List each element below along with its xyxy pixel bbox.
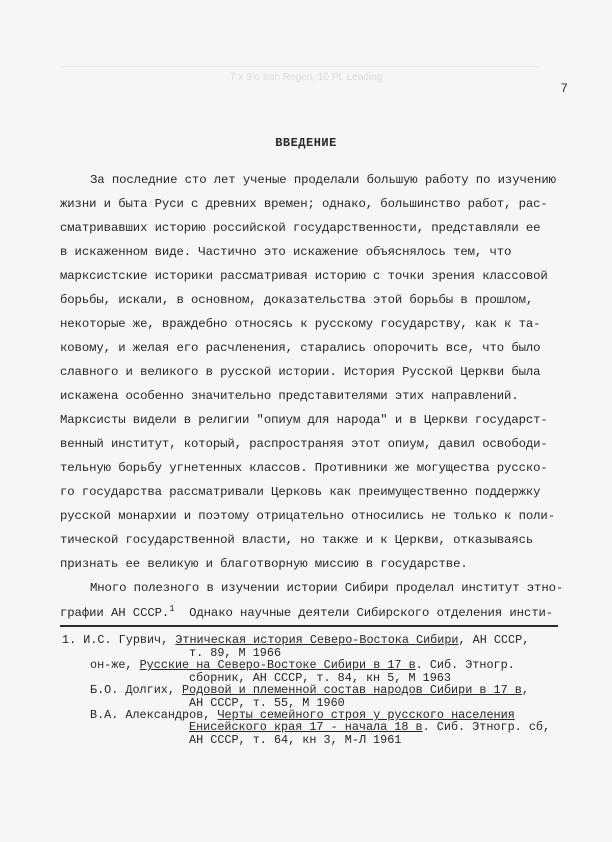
page-number: 7	[560, 81, 568, 96]
footnote-2	[90, 658, 515, 672]
footnote-publication: . Сиб. Этногр. сб,	[422, 720, 551, 734]
footnote-2-cont: сборник, АН СССР, т. 84, кн 5, М 1963	[189, 671, 451, 685]
body-line: жизни и быта Руси с древних времен; однако, большинство работ, рас-	[60, 197, 548, 211]
body-line-part: графии АН СССР.	[60, 606, 170, 621]
footnote-4-cont	[189, 720, 550, 734]
footnote-3	[90, 683, 529, 697]
footnote-author: Б.О. Долгих,	[90, 683, 175, 697]
body-line: искажена особенно значительно представителями этих направлений.	[60, 389, 519, 403]
body-line: русской монархии и поэтому отрицательно относились не только к поли-	[60, 509, 555, 523]
body-line: венный институт, который, распространяя этот опиум, давил освободи-	[60, 437, 548, 451]
footnote-3-cont: АН СССР, т. 55, М 1960	[189, 696, 345, 710]
footnote-author: он-же,	[90, 658, 133, 672]
body-line: Марксисты видели в религии "опиум для народа" и в Церкви государст-	[60, 413, 548, 427]
body-line: ковому, и желая его расчленения, старались опорочить все, что было	[60, 341, 541, 355]
body-line: тической государственной власти, но также и к Церкви, отказываясь	[60, 533, 534, 547]
body-line: некоторые же, враждебно относясь к русскому государству, как к та-	[60, 317, 541, 331]
body-line: сматривавших историю российской государственности, представляли ее	[60, 221, 541, 235]
footnote-work-title: Черты семейного строя у русского населения	[217, 708, 515, 722]
footnote-rule	[60, 625, 558, 627]
footnote-mark: 1	[169, 604, 175, 614]
page-title: ВВЕДЕНИЕ	[275, 136, 337, 150]
body-line: славного и великого в русской истории. История Русской Церкви была	[60, 365, 541, 379]
body-line: борьбы, искали, в основном, доказательства этой борьбы в прошлом,	[60, 293, 534, 307]
body-line-part: Однако научные деятели Сибирского отделения инсти-	[189, 606, 554, 621]
footnote-publication: , АН СССР,	[458, 633, 530, 647]
body-line: За последние сто лет ученые проделали большую работу по изучению	[90, 173, 556, 187]
body-line: тельную борьбу угнетенных классов. Противники же могущества русско-	[60, 461, 548, 475]
body-line	[60, 604, 553, 620]
footnote-work-title: Русские на Северо-Востоке Сибири в 17 в	[139, 658, 416, 672]
footnote-1	[62, 633, 529, 647]
footnote-1-cont: т. 89, М 1966	[189, 646, 282, 660]
footnote-4-cont2: АН СССР, т. 64, кн 3, М-Л 1961	[189, 733, 402, 747]
body-line: Много полезного в изучении истории Сибири проделал институт этно-	[90, 581, 564, 595]
footnote-author: В.А. Александров,	[90, 708, 211, 722]
footnote-publication: ,	[521, 683, 529, 697]
body-line: го государства рассматривали Церковь как преимущественно поддержку	[60, 485, 541, 499]
bleed-through-rule	[60, 66, 540, 69]
footnote-work-title: Родовой и племенной состав народов Сибири в 17 в	[182, 683, 522, 697]
footnote-work-title: Енисейского края 17 - начала 18 в	[189, 720, 423, 734]
footnote-publication: . Сиб. Этногр.	[415, 658, 515, 672]
bleed-through-text: 7 x 9¾ Iron Regen, 10 Pt. Leading	[230, 72, 383, 83]
footnote-author: И.С. Гурвич,	[83, 633, 169, 647]
body-line: в искаженном виде. Частично это искажение объяснялось тем, что	[60, 245, 512, 259]
footnote-work-title: Этническая история Северо-Востока Сибири	[175, 633, 459, 647]
footnote-number: 1.	[62, 633, 77, 647]
body-line: марксистские историки рассматривая историю с точки зрения классовой	[60, 269, 548, 283]
body-line: признать ее великую и благотворную миссию в государстве.	[60, 557, 468, 571]
